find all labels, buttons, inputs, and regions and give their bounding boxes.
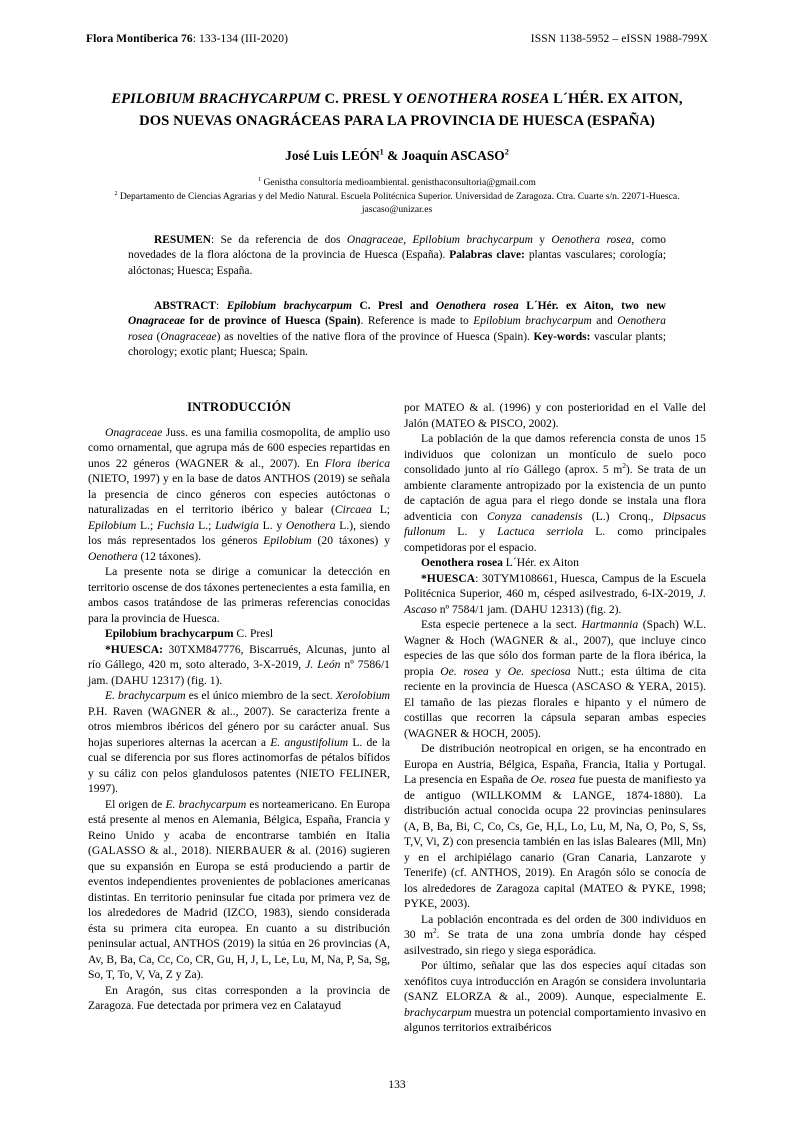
resumen-i1: Onagraceae	[346, 234, 404, 246]
p1-i4: Epilobium	[88, 518, 137, 532]
rp2-t4: L. y	[445, 525, 498, 538]
taxon-1-authority: C. Presl	[233, 627, 274, 640]
p1-i8: Epilobium	[263, 534, 312, 547]
rp5-superscript-area: 2	[432, 927, 437, 936]
p4-t1: El origen de	[105, 797, 166, 811]
p1-t3: L;	[371, 503, 390, 516]
p3-i3: E. angustifolium	[270, 735, 349, 749]
abstract-block	[128, 299, 666, 361]
p1-i6: Ludwigia	[215, 518, 259, 532]
abstract-i1: Epilobium brachycarpum	[473, 315, 592, 328]
abstract-t3: and	[591, 315, 618, 328]
paragraph-epilobium-description	[88, 688, 390, 797]
abstract-t5: ) as novelties of the native flora of the province of Huesca (Spain).	[216, 330, 534, 343]
paragraph-intro-1	[88, 425, 390, 565]
resumen-keywords-label: Palabras clave:	[449, 249, 525, 262]
author-1-affil-marker: 1	[379, 147, 384, 157]
p4-i1: E. brachycarpum	[165, 797, 247, 811]
paragraph-xenofitos	[404, 958, 706, 1036]
author-2: Joaquín ASCASO	[401, 148, 505, 163]
abstract-keywords-label: Key-words:	[533, 330, 591, 343]
cite1-t2: nº 7586/1 jam. (DAHU 12317) (fig. 1).	[88, 658, 390, 687]
abstract-t1: :	[216, 300, 227, 312]
rp6-t2: muestra un potencial comportamiento invasivo en algunos territorios extraibéricos	[404, 1005, 707, 1034]
p1-i1: Onagraceae	[105, 425, 163, 439]
paragraph-oenothera-distribution	[404, 741, 706, 912]
p1-t5: L.;	[194, 518, 216, 532]
title-auth-2: L´HÉR. EX AITON,	[549, 91, 683, 107]
paragraph-continuation: por MATEO & al. (1996) y con posterioridad en el Valle del Jalón (MATEO & PISCO, 2002).	[404, 401, 706, 430]
rp3-i1: Hartmannia	[581, 618, 639, 631]
resumen-i2: Epilobium brachycarpum	[412, 234, 533, 246]
p1-i2: Flora iberica	[324, 456, 390, 470]
rp3-t2: (Spach) W.L. Wagner & Hoch (WAGNER & al., 2007), que incluye cinco especies de las que sólo dos forman parte de la flora ibérica, la propia	[404, 618, 707, 678]
title-auth-1: C. PRESL Y	[320, 91, 407, 107]
affiliation-2	[86, 190, 708, 217]
resumen-t3: y	[532, 234, 552, 246]
abstract-keywords: vascular plants; chorology; exotic plant; Huesca; Spain.	[128, 330, 666, 359]
taxon-heading-oenothera	[404, 555, 706, 571]
cite1-collector: J. León	[305, 658, 341, 671]
rp5-t1: La población encontrada es del orden de 300 individuos en 30 m	[404, 912, 706, 941]
rp2-i1: Conyza canadensis	[486, 509, 583, 523]
paragraph-poblacion-oenothera	[404, 912, 706, 959]
cite2-t2: nº 7584/1 jam. (DAHU 12313) (fig. 2).	[436, 602, 622, 616]
paragraph-oenothera-section	[404, 617, 706, 741]
paragraph-poblacion-epilobium	[404, 431, 706, 555]
journal-name: Flora Montiberica 76	[86, 33, 193, 45]
page-title	[86, 88, 708, 132]
running-head-left	[86, 33, 288, 45]
resumen-i3: Oenothera rosea	[551, 234, 632, 246]
abstract-bi1: Epilobium brachycarpum	[226, 300, 352, 312]
paragraph-epilobium-aragon: En Aragón, sus citas corresponden a la provincia de Zaragoza. Fue detectada por primera vez en Calatayud	[88, 983, 390, 1012]
resumen-t4: , como novedades de la flora alóctona de la provincia de Huesca (España).	[128, 234, 666, 262]
rp2-t1: La población de la que damos referencia consta de unos 15 individuos que colonizan un montículo de suelo poco consolidado junto al río Gállego (aprox. 5 m	[404, 432, 706, 476]
herbarium-citation-1	[88, 642, 390, 689]
abstract-b3: for de province of Huesca (Spain)	[184, 315, 361, 328]
rp2-superscript-area: 2	[622, 462, 626, 471]
affil-1-marker: 1	[258, 176, 262, 183]
affil-2-marker: 2	[114, 190, 118, 197]
page-number: 133	[388, 1078, 406, 1091]
rp5-t2: . Se trata de una zona umbría donde hay césped asilvestrado, sin riego y siega esporádica.	[404, 928, 706, 957]
p1-t2: (NIETO, 1997) y en la base de datos ANTHOS (2019) se señala la presencia de cinco géneros con especies autóctonas o naturalizadas en el territorio ibérico y balear (	[88, 472, 390, 516]
paragraph-epilobium-origin	[88, 797, 390, 983]
rp3-t1: Esta especie pertenece a la sect.	[421, 618, 582, 631]
affil-1-text: Genistha consultoría medioambiental. genisthaconsultoria@gmail.com	[261, 177, 536, 188]
rp2-t2: ). Se trata de un ambiente claramente antropizado por la existencia de un punto de captación de agua para el riego donde se instala una flora adventicia con	[404, 463, 706, 523]
abstract-b1: C. Presl and	[351, 300, 436, 312]
p1-i7: Oenothera	[285, 518, 336, 532]
rp6-t1: Por último, señalar que las dos especies aquí citadas son xenófitos cuya introducción en Aragón se considera involuntaria (SANZ ELORZA & al., 2009). Aunque, especialmente E.	[404, 959, 706, 1003]
abstract-bi3: Onagraceae	[128, 315, 185, 328]
affiliations	[86, 176, 708, 217]
p1-t6: L. y	[258, 518, 286, 532]
author-list	[86, 148, 708, 164]
resumen-keywords: plantas vasculares; corología; alóctonas; Huesca; España.	[128, 249, 667, 277]
resumen-t2: ,	[403, 234, 413, 246]
p1-i5: Fuchsia	[157, 518, 195, 532]
rp2-i2: Dipsacus fullonum	[404, 509, 706, 538]
left-column	[88, 400, 390, 1014]
p3-t3: L. de la cual se diferencia por sus flores actinomorfas de pétalos bífidos y su cáliz con pelos glandulosos patentes (NIETO FELINER, 1997).	[88, 735, 390, 795]
p1-t1: Juss. es una familia cosmopolita, de amplio uso como ornamental, que agrupa más de 600 especies repartidas en unos 22 géneros (WAGNER & al., 2007). En	[88, 425, 390, 470]
author-separator: &	[383, 148, 402, 163]
cite1-locality-label: *HUESCA:	[105, 642, 163, 656]
cite2-collector: J. Ascaso	[404, 587, 706, 616]
p1-t4: L.;	[136, 518, 158, 532]
p3-i1: E. brachycarpum	[105, 689, 186, 702]
rp4-t2: fue puesta de manifiesto ya de antiguo (WILLKOMM & LANGE, 1874-1880). La distribución actual conocida ocupa 22 provincias peninsulares (A, B, Ba, Bi, C, Co, Cs, Ge, H,L, Lo, Lu, M, Na, O, Po, S, Ss, T,V, Vi, Z) con presencia también en las islas Baleares (Mll, Mn) y en el archipiélago canario (Gran Canaria, Lanzarote y Tenerife) (cf. ANTHOS, 2019). En Aragón sólo se conocía de los alrededores de Zaragoza capital (MATEO & PYKE, 1998; PYKE, 2003).	[404, 773, 706, 910]
p1-i9: Oenothera	[88, 549, 138, 563]
p1-t8: (20 táxones) y	[311, 534, 390, 547]
rp6-i1: brachycarpum	[404, 1005, 472, 1019]
abstract-b2: L´Hér. ex Aiton, two new	[518, 300, 666, 312]
rp2-t3: (L.) Cronq.,	[582, 509, 663, 523]
rp4-i1: Oe. rosea	[530, 773, 576, 786]
running-head	[86, 33, 708, 45]
cite1-t1: 30TXM847776, Biscarrués, Alcunas, junto al río Gállego, 420 m, soto alterado, 3-X-2019,	[88, 642, 390, 671]
author-1: José Luis LEÓN	[285, 148, 380, 163]
title-line-2: DOS NUEVAS ONAGRÁCEAS PARA LA PROVINCIA DE HUESCA (ESPAÑA)	[139, 113, 655, 129]
author-2-affil-marker: 2	[504, 147, 509, 157]
affiliation-1	[86, 176, 708, 190]
taxon-2-authority: L´Hér. ex Aiton	[502, 556, 579, 569]
abstract-label: ABSTRACT	[154, 300, 217, 312]
cite2-locality-label: *HUESCA	[421, 571, 476, 585]
p4-t2: es norteamericano. En Europa está presente al menos en Alemania, Bélgica, España, Francia y Reino Unido y acaba de encontrarse también en Italia (GALASSO & al., 2018). NIERBAUER & al. (2016) sugieren que su expansión en Europa se está produciendo a partir de eventos independientes provenientes de poblaciones americanas distintas. En territorio peninsular fue citada por primera vez de los alrededores de Madrid (IZCO, 1983), siendo considerada ésta su primera cita europea. En cuanto a su distribución peninsular actual, ANTHOS (2019) la sitúa en 26 provincias (A, Av, B, Ba, Ca, Cc, Co, CR, Gu, H, J, L, Le, Lu, M, Na, P, Sa, Sg, So, T, To, V, Va, Z y Za).	[88, 797, 391, 981]
affil-2-text: Departamento de Ciencias Agrarias y del Medio Natural. Escuela Politécnica Superior. Universidad de Zaragoza. Ctra. Cuarte s/n. 22071-Huesca. jascaso@unizar.es	[117, 190, 680, 216]
rp2-i3: Lactuca serriola	[497, 525, 584, 538]
title-line-1	[86, 88, 708, 110]
title-species-1: EPILOBIUM BRACHYCARPUM	[111, 91, 321, 107]
rp3-i3: Oe. speciosa	[507, 664, 571, 678]
taxon-2-name: Oenothera rosea	[421, 556, 503, 569]
abstract-bi2: Oenothera rosea	[435, 300, 519, 312]
rp4-t1: De distribución neotropical en origen, se ha encontrado en Europa en Austria, Bélgica, España, Francia, Italia y Portugal. La presencia en España de	[404, 742, 706, 786]
taxon-1-name: Epilobium brachycarpum	[105, 627, 234, 640]
p1-t7: L.), siendo los más representados los géneros	[88, 518, 391, 547]
resumen-label: RESUMEN	[154, 234, 211, 246]
issn-text: ISSN 1138-5952 – eISSN 1988-799X	[530, 33, 708, 45]
p3-t1: es el único miembro de la sect.	[185, 689, 336, 702]
rp2-t5: L. como principales competidoras por el espacio.	[404, 525, 706, 554]
p3-t2: P.H. Raven (WAGNER & al.., 2007). Se caracteriza frente a otros miembros ibéricos del género por su carácter anual. Sus hojas superiores alternas la acercan a	[88, 704, 390, 749]
abstract-t4: (	[152, 330, 161, 343]
p1-i3: Circaea	[334, 503, 372, 516]
right-column	[404, 400, 706, 1036]
paragraph-intro-2: La presente nota se dirige a comunicar la detección en territorio oscense de dos táxones pertenecientes a esta familia, en ambos casos tratándose de las primeras referencias conocidas para la provincia de Huesca.	[88, 565, 390, 625]
abstract-t2: . Reference is made to	[360, 315, 474, 328]
rp3-t3: y	[488, 664, 508, 678]
title-species-2: OENOTHERA ROSEA	[406, 91, 550, 107]
section-heading-introduccion: INTRODUCCIÓN	[187, 400, 291, 414]
herbarium-citation-2	[404, 571, 706, 618]
resumen-block	[128, 233, 666, 279]
abstract-i3: Onagraceae	[160, 330, 217, 343]
rp3-i2: Oe. rosea	[440, 664, 489, 678]
taxon-heading-epilobium	[88, 626, 390, 642]
resumen-t1: : Se da referencia de dos	[210, 234, 347, 246]
journal-pages: : 133-134 (III-2020)	[192, 33, 289, 45]
p1-t9: (12 táxones).	[137, 549, 202, 563]
p3-i2: Xerolobium	[335, 689, 390, 702]
abstract-i2: Oenothera rosea	[128, 315, 666, 343]
rp3-t4: Nutt.; esta última de cita reciente en la provincia de Huesca (ASCASO & YERA, 2015). El tamaño de las piezas florales e hipanto y el número de costillas que recorren la cápsula separan ambas especies (WAGNER & HOCH, 2005).	[404, 664, 706, 740]
cite2-t1: : 30TYM108661, Huesca, Campus de la Escuela Politécnica Superior, 460 m, césped asilvestrado, 6-IX-2019,	[404, 571, 706, 600]
